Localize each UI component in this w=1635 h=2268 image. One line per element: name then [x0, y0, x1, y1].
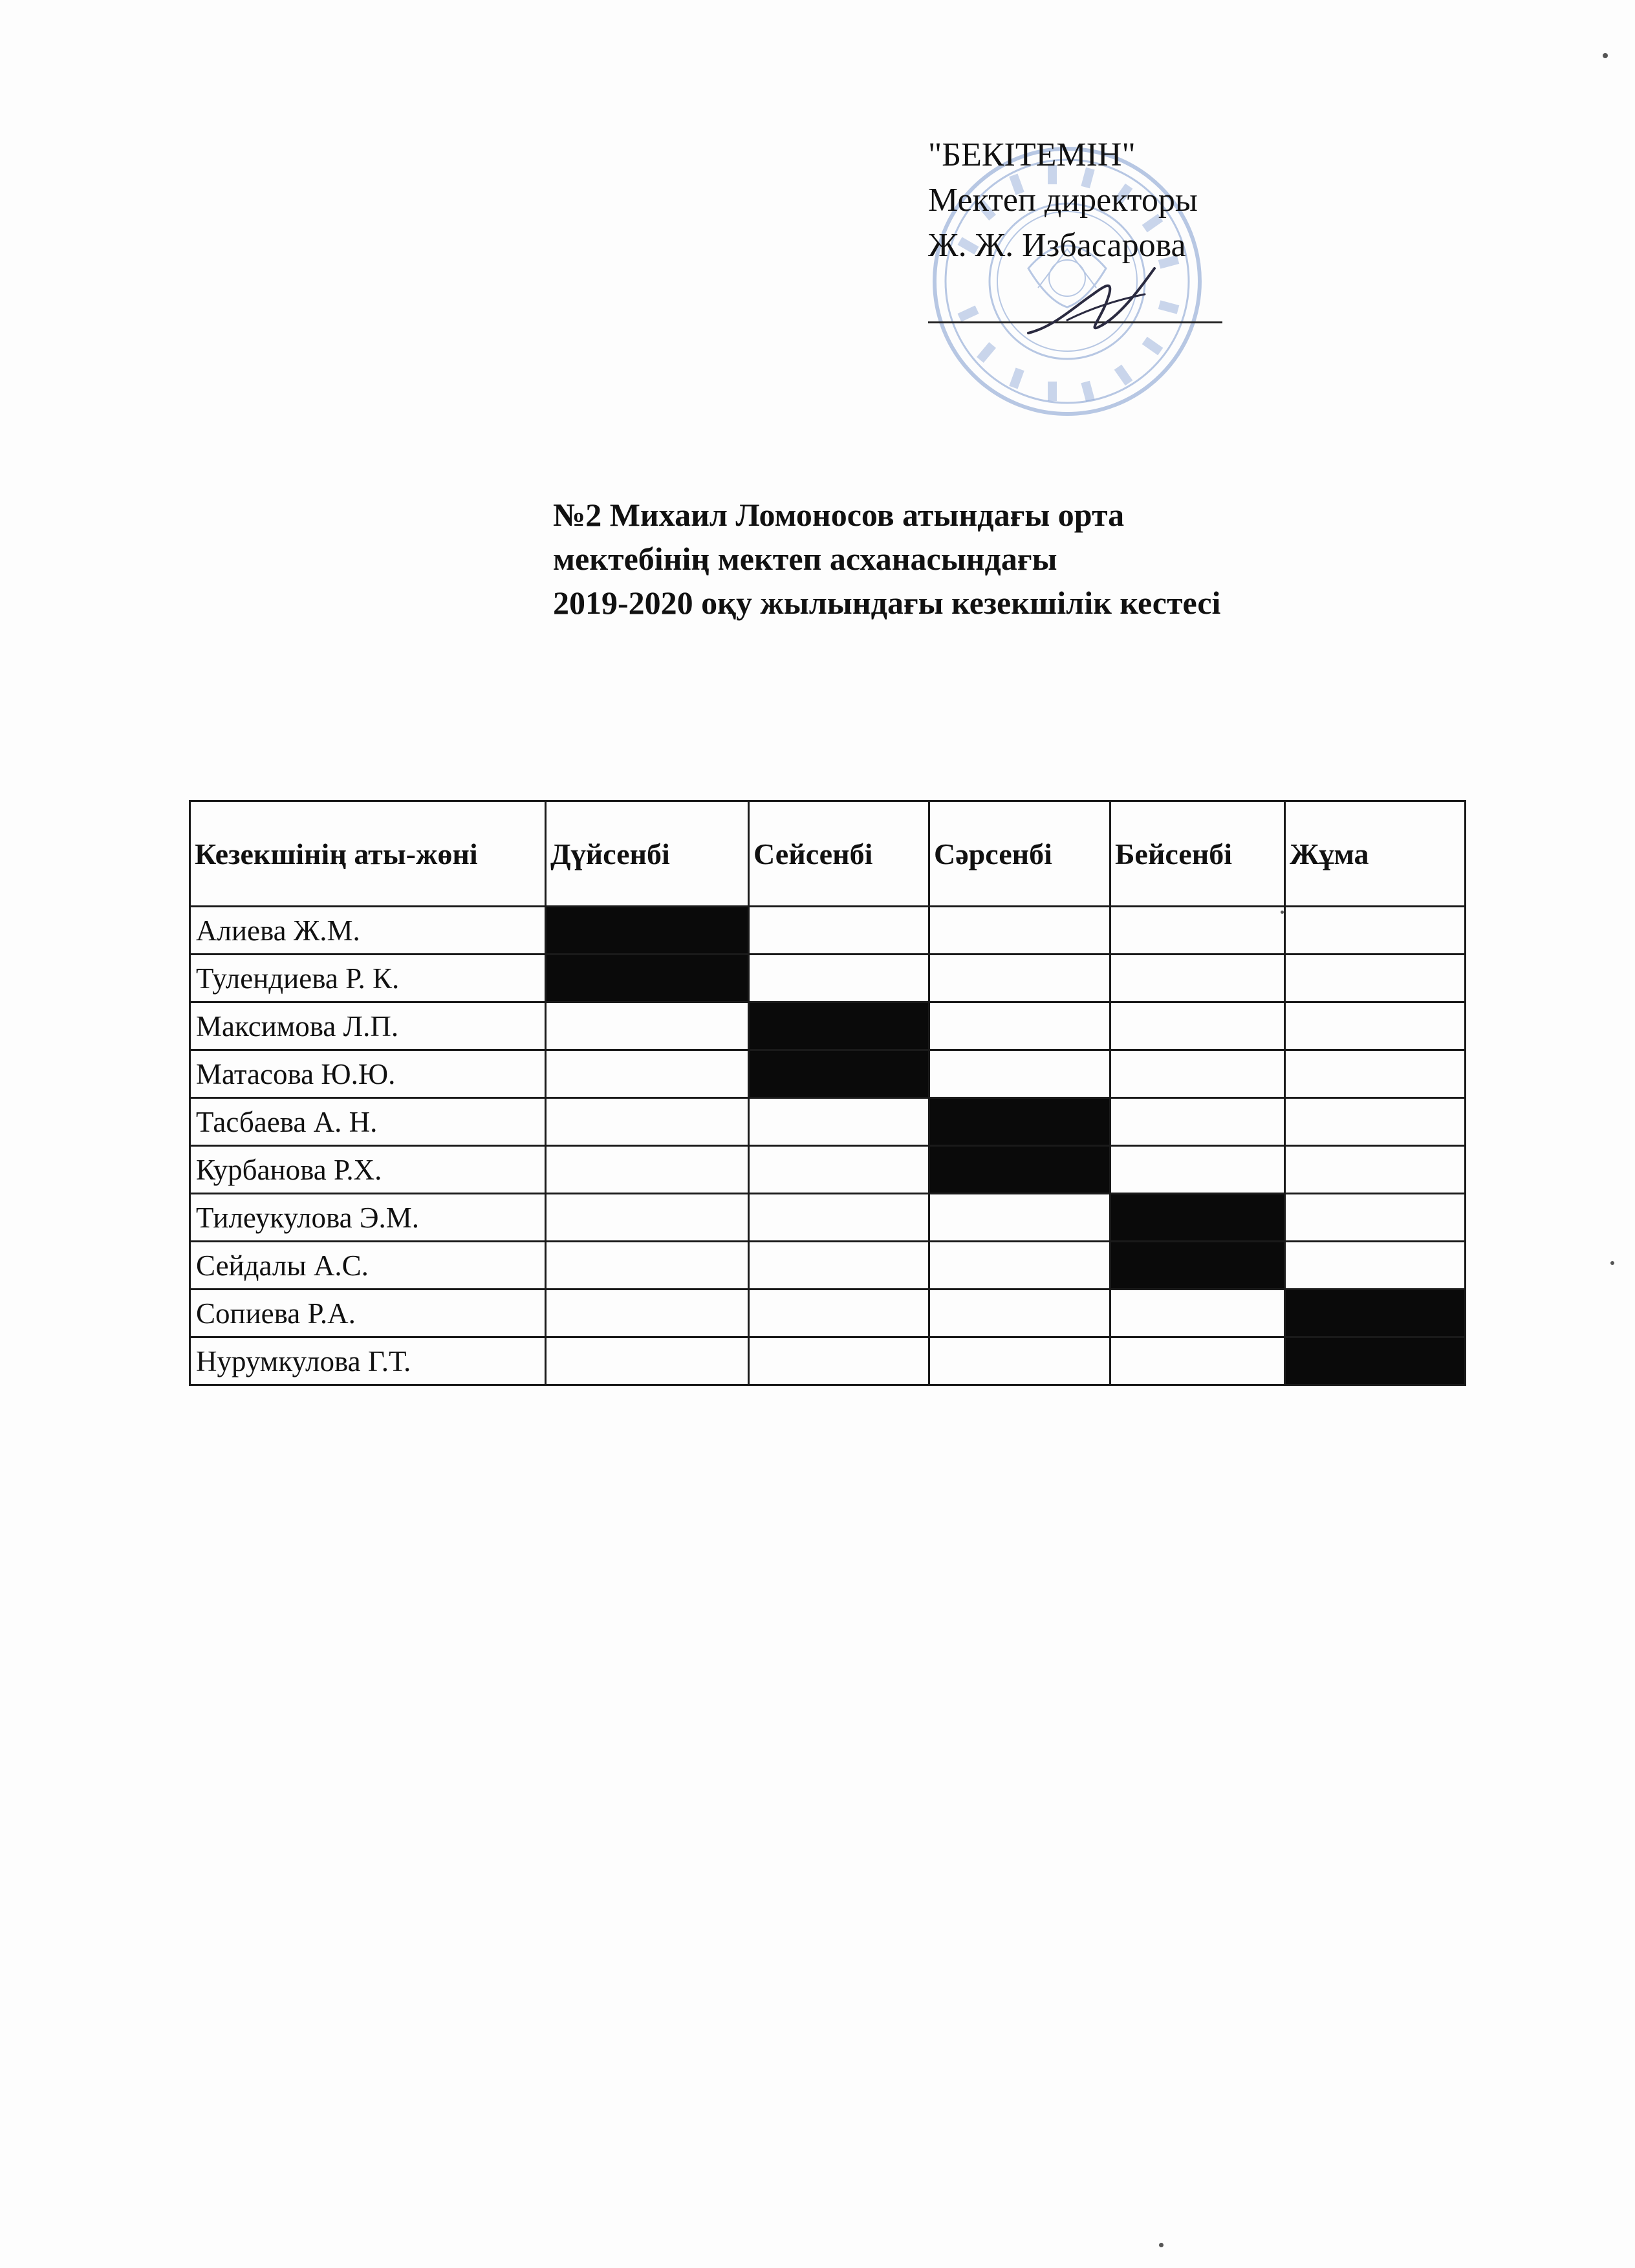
duty-cell-filled	[749, 1002, 929, 1050]
duty-person-name: Нурумкулова Г.Т.	[190, 1337, 546, 1385]
duty-person-name: Алиева Ж.М.	[190, 907, 546, 955]
approval-name: Ж. Ж. Избасарова	[928, 227, 1186, 264]
duty-cell-filled	[1110, 1194, 1285, 1242]
duty-cell-empty	[929, 1194, 1110, 1242]
duty-cell-empty	[749, 1290, 929, 1337]
approval-block	[928, 133, 1232, 268]
duty-cell-filled	[749, 1050, 929, 1098]
table-body	[190, 907, 1466, 1385]
header-thursday: Бейсенбі	[1110, 801, 1285, 907]
duty-person-name: Курбанова Р.Х.	[190, 1146, 546, 1194]
duty-cell-empty	[546, 1242, 749, 1290]
duty-cell-empty	[749, 1194, 929, 1242]
duty-person-name: Максимова Л.П.	[190, 1002, 546, 1050]
duty-cell-empty	[1285, 1194, 1466, 1242]
table-row	[190, 1098, 1466, 1146]
duty-cell-empty	[1110, 1098, 1285, 1146]
approval-heading: "БЕКІТЕМІН"	[928, 136, 1136, 173]
duty-cell-empty	[546, 1194, 749, 1242]
duty-cell-filled	[929, 1098, 1110, 1146]
scan-speck	[1281, 911, 1284, 914]
scan-speck	[1159, 2243, 1164, 2247]
duty-cell-empty	[1285, 1098, 1466, 1146]
duty-cell-empty	[1285, 1002, 1466, 1050]
table-row	[190, 1242, 1466, 1290]
header-name: Кезекшінің аты-жөні	[190, 801, 546, 907]
duty-schedule-table	[189, 800, 1466, 1386]
duty-cell-empty	[1110, 1146, 1285, 1194]
duty-cell-empty	[1285, 907, 1466, 955]
duty-cell-empty	[1110, 907, 1285, 955]
duty-person-name: Сопиева Р.А.	[190, 1290, 546, 1337]
duty-cell-empty	[546, 1146, 749, 1194]
duty-cell-empty	[1285, 955, 1466, 1002]
title-line-3: 2019-2020 оқу жылындағы кезекшілік кестесі	[553, 585, 1221, 621]
table-row	[190, 955, 1466, 1002]
duty-cell-empty	[749, 1337, 929, 1385]
duty-cell-empty	[1110, 1290, 1285, 1337]
header-wednesday: Сәрсенбі	[929, 801, 1110, 907]
duty-cell-empty	[546, 1337, 749, 1385]
table-row	[190, 1337, 1466, 1385]
duty-cell-empty	[929, 1002, 1110, 1050]
table-row	[190, 1146, 1466, 1194]
duty-cell-filled	[1110, 1242, 1285, 1290]
duty-cell-empty	[1285, 1146, 1466, 1194]
duty-cell-filled	[1285, 1290, 1466, 1337]
duty-cell-filled	[929, 1146, 1110, 1194]
duty-cell-empty	[1285, 1242, 1466, 1290]
duty-cell-empty	[749, 1146, 929, 1194]
duty-person-name: Тулендиева Р. К.	[190, 955, 546, 1002]
duty-cell-empty	[546, 1290, 749, 1337]
header-friday: Жұма	[1285, 801, 1466, 907]
duty-person-name: Матасова Ю.Ю.	[190, 1050, 546, 1098]
table-row	[190, 1194, 1466, 1242]
duty-cell-empty	[546, 1098, 749, 1146]
table-row	[190, 1002, 1466, 1050]
table-header-row	[190, 801, 1466, 907]
scan-speck	[1610, 1261, 1614, 1265]
duty-cell-empty	[546, 1050, 749, 1098]
table-row	[190, 1290, 1466, 1337]
header-monday: Дүйсенбі	[546, 801, 749, 907]
duty-cell-empty	[749, 907, 929, 955]
duty-cell-empty	[1285, 1050, 1466, 1098]
duty-cell-filled	[546, 955, 749, 1002]
document-title	[553, 493, 1220, 625]
duty-cell-empty	[1110, 955, 1285, 1002]
duty-person-name: Тилеукулова Э.М.	[190, 1194, 546, 1242]
duty-cell-empty	[1110, 1050, 1285, 1098]
duty-person-name: Сейдалы А.С.	[190, 1242, 546, 1290]
duty-cell-empty	[749, 955, 929, 1002]
duty-cell-empty	[546, 1002, 749, 1050]
table-row	[190, 907, 1466, 955]
duty-person-name: Тасбаева А. Н.	[190, 1098, 546, 1146]
duty-cell-empty	[929, 1242, 1110, 1290]
duty-cell-empty	[1110, 1337, 1285, 1385]
title-line-2: мектебінің мектеп асханасындағы	[553, 541, 1057, 577]
duty-cell-filled	[546, 907, 749, 955]
duty-cell-empty	[929, 955, 1110, 1002]
table-row	[190, 1050, 1466, 1098]
duty-cell-empty	[929, 1050, 1110, 1098]
approval-position: Мектеп директоры	[928, 182, 1198, 219]
duty-cell-empty	[1110, 1002, 1285, 1050]
duty-cell-empty	[929, 1290, 1110, 1337]
duty-cell-empty	[749, 1242, 929, 1290]
duty-cell-empty	[929, 1337, 1110, 1385]
title-line-1: №2 Михаил Ломоносов атындағы орта	[553, 497, 1125, 533]
duty-cell-empty	[749, 1098, 929, 1146]
signature-icon	[1015, 255, 1171, 352]
header-tuesday: Сейсенбі	[749, 801, 929, 907]
scan-speck	[1603, 53, 1608, 58]
duty-cell-empty	[929, 907, 1110, 955]
duty-cell-filled	[1285, 1337, 1466, 1385]
